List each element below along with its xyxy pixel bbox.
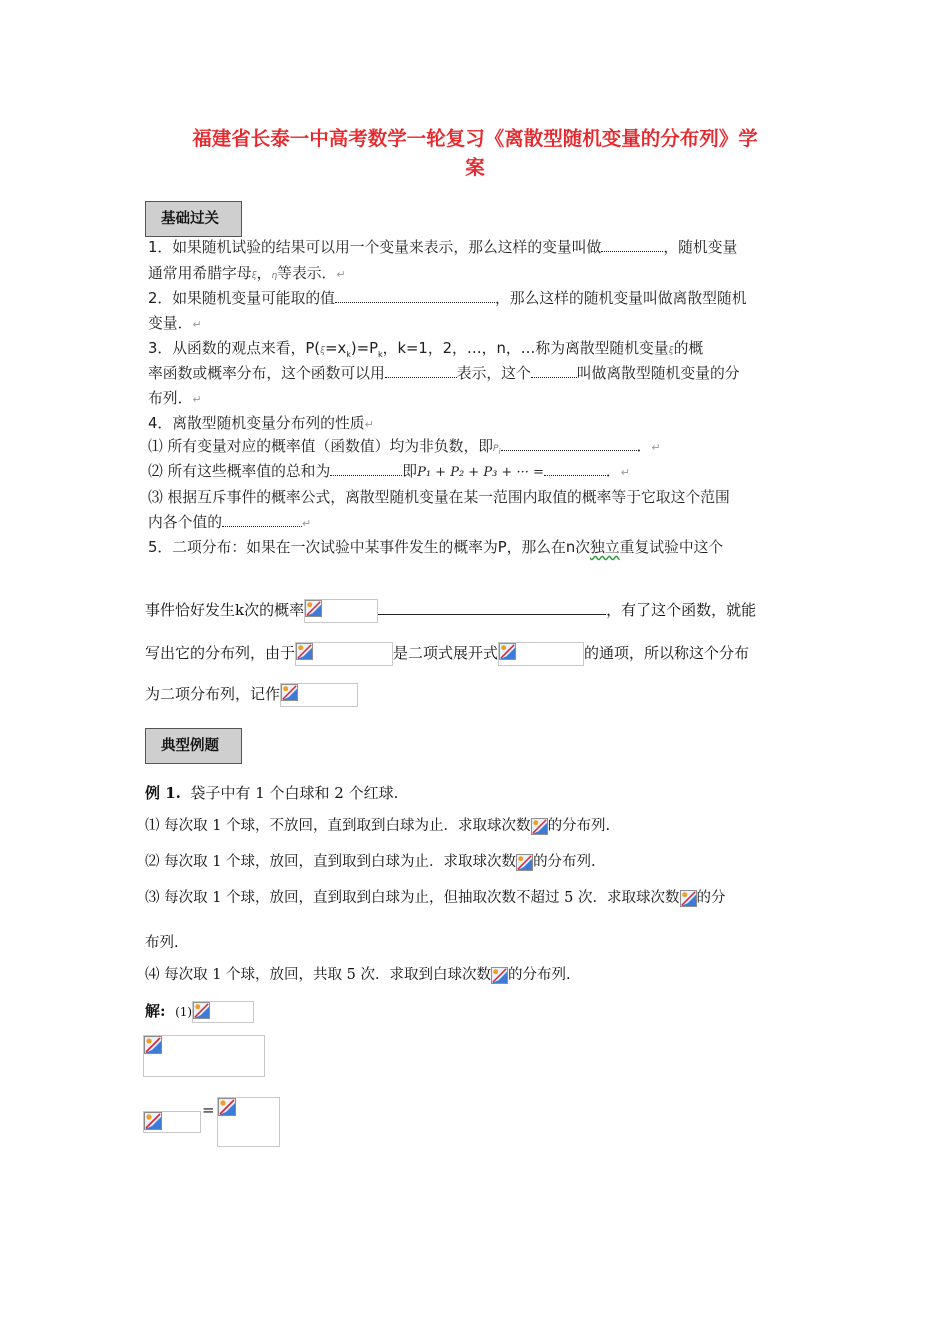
q4-3-blank [222,513,302,527]
broken-image-icon [218,1098,236,1116]
q3-text-d: ，k=1，2，…，n，…称为离散型随机变量 [382,340,669,357]
p4-text-a: ⑷ 每次取 1 个球，放回，共取 5 次．求取到白球次数 [145,967,491,983]
basic-q3-line2 [148,362,816,383]
formula-image [295,642,393,666]
q4-title-text: 4．离散型随机变量分布列的性质 [148,415,365,432]
return-mark: ↵ [302,517,312,530]
q3-blank-1 [385,364,457,378]
return-mark: ↵ [336,268,346,281]
solution-line [145,1000,254,1023]
broken-image-icon [531,818,548,835]
formula-image [280,683,358,707]
q2-text-c: 变量． [148,315,193,332]
q3-text-h: 叫做离散型随机变量的分 [576,365,740,382]
broken-image-icon [499,643,516,660]
solution-equals: = [202,1101,215,1119]
return-mark: ↵ [651,441,661,454]
binomial-line-3 [145,683,358,707]
q1-text-c: 通常用希腊字母 [148,265,252,282]
q1-text-a: 1．如果随机试验的结果可以用一个变量来表示，那么这样的变量叫做 [148,239,602,256]
xi-symbol: ξ [251,271,257,281]
page-title [130,124,820,182]
solution-image-3 [217,1097,280,1147]
broken-image-icon [281,684,298,701]
q1-text-e: 等表示． [277,265,337,282]
q3-text-c: )=P [350,340,379,357]
p1-text-a: ⑴ 每次取 1 个球，不放回，直到取到白球为止．求取球次数 [145,818,531,834]
q3-text-f: 率函数或概率分布，这个函数可以用 [148,365,385,382]
p2-text-b: 直到取到白球为止．求取球次数 [313,854,517,870]
q3-blank-2 [531,364,577,378]
binomial-underline [378,600,606,615]
q2-text-b: ，那么这样的随机变量叫做离散型随机 [494,290,747,307]
solution-image-2 [143,1111,201,1133]
example-part-2 [145,850,596,871]
solution-part: (1) [175,1005,193,1019]
example-part-3 [145,886,726,907]
formula-image [304,599,378,623]
p4-text-b: 的分布列. [508,967,571,983]
basic-q1-line2 [148,262,816,283]
solution-image-1 [143,1035,265,1077]
example-part-1 [145,814,610,835]
basic-q1-line1 [148,236,816,257]
q4-3-text-a: ⑶ 根据互斥事件的概率公式，离散型随机变量在某一范围内取值的概率等于它取这个范围 [148,489,730,506]
q4-1-end: ． [636,438,652,455]
p3-text-b: 的分 [696,890,726,906]
binomial-text-1a: 事件恰好发生k次的概率 [145,601,305,619]
broken-image-icon [144,1112,162,1130]
q2-blank [335,289,495,303]
binomial-line-1 [145,599,756,623]
return-mark: ↵ [192,318,202,331]
broken-image-icon [296,643,313,660]
basic-q4-2 [148,460,816,481]
q4-2-formula: P₁ + P₂ + P₃ + ··· = [417,465,544,480]
p2-text-a: ⑵ 每次取 1 个球，放回， [145,854,314,870]
binomial-line-2 [145,642,749,666]
basic-q3-line1: 3．从函数的观点来看，$P(\xi=x_k)=P_k$，k=1，2，…，n，…称为离散型随机变量ξ的概 [148,340,704,359]
q4-2-text-b: 即 [402,463,418,480]
q5-text-b: 独立 [590,539,620,556]
q1-text-d: ， [256,265,272,282]
q4-2-blank-2 [544,462,606,476]
q3-text-g: 表示，这个 [456,365,531,382]
basic-q4-3-line2 [148,511,816,532]
p2-text-c: 的分布列. [533,854,596,870]
broken-image-icon [680,890,697,907]
return-mark: ↵ [192,393,202,406]
xi-symbol: ξ [668,346,674,356]
example-text: 袋子中有 1 个白球和 2 个红球. [190,784,399,802]
solution-label: 解: [145,1002,166,1020]
example-1-intro [145,782,398,803]
broken-image-icon [144,1036,162,1054]
q3-text-i: 布列． [148,390,193,407]
section-basic-header: 基础过关 [145,201,242,237]
example-label: 例 1. [145,784,181,802]
binomial-text-2b: 是二项式展开式 [393,644,499,662]
title-line-1: 福建省长泰一中高考数学一轮复习《离散型随机变量的分布列》学 [192,127,758,150]
q1-blank [601,238,663,252]
q2-text-a: 2．如果随机变量可能取的值 [148,290,335,307]
broken-image-icon [193,1002,210,1019]
example-part-4 [145,963,571,984]
return-mark: ↵ [620,466,630,479]
return-mark: ↵ [364,418,374,431]
q5-text-c: 重复试验中这个 [619,539,724,556]
basic-q4-3-line1 [148,486,816,507]
basic-q2-line2 [148,312,816,333]
q3-text-e: 的概 [673,340,704,357]
p1-text-b: 的分布列. [547,818,611,834]
p-i-symbol: $P_i$ [493,444,501,456]
binomial-text-2c: 的通项，所以称这个分布 [584,644,750,662]
p3-text-c: 布列. [145,935,179,951]
q3-text-a: 3．从函数的观点来看，P( [148,340,321,357]
q5-text-a: 5．二项分布：如果在一次试验中某事件发生的概率为P，那么在n次 [148,539,591,556]
basic-q5-line1 [148,536,816,557]
title-line-2: 案 [465,156,485,179]
q4-1-blank [501,437,637,451]
p3-text-a: ⑶ 每次取 1 个球，放回，直到取到白球为止，但抽取次数不超过 5 次．求取球次数 [145,890,680,906]
formula-image [192,1001,254,1023]
q4-2-text-a: ⑵ 所有这些概率值的总和为 [148,463,331,480]
basic-q4-title [148,412,816,433]
broken-image-icon [516,854,533,871]
basic-q4-1 [148,435,816,456]
example-part-3-cont [145,931,179,952]
basic-q3-line3 [148,387,816,408]
basic-q2-line1 [148,287,816,308]
section-examples-header: 典型例题 [145,728,242,764]
binomial-text-2a: 写出它的分布列，由于 [145,644,296,662]
q4-1-text: ⑴ 所有变量对应的概率值（函数值）均为非负数，即 [148,438,494,455]
broken-image-icon [491,967,508,984]
q1-text-b: ，随机变量 [663,239,738,256]
binomial-text-1b: ，有了这个函数，就能 [606,601,757,619]
xi-symbol: ξ [320,346,326,356]
binomial-text-3a: 为二项分布列，记作 [145,685,281,703]
eta-symbol: η [271,271,278,281]
q4-2-end: ． [605,463,621,480]
formula-image [498,642,584,666]
q3-text-b: =x [325,340,347,357]
broken-image-icon [305,600,322,617]
q4-2-blank-1 [330,462,402,476]
q4-3-text-b: 内各个值的 [148,514,222,531]
